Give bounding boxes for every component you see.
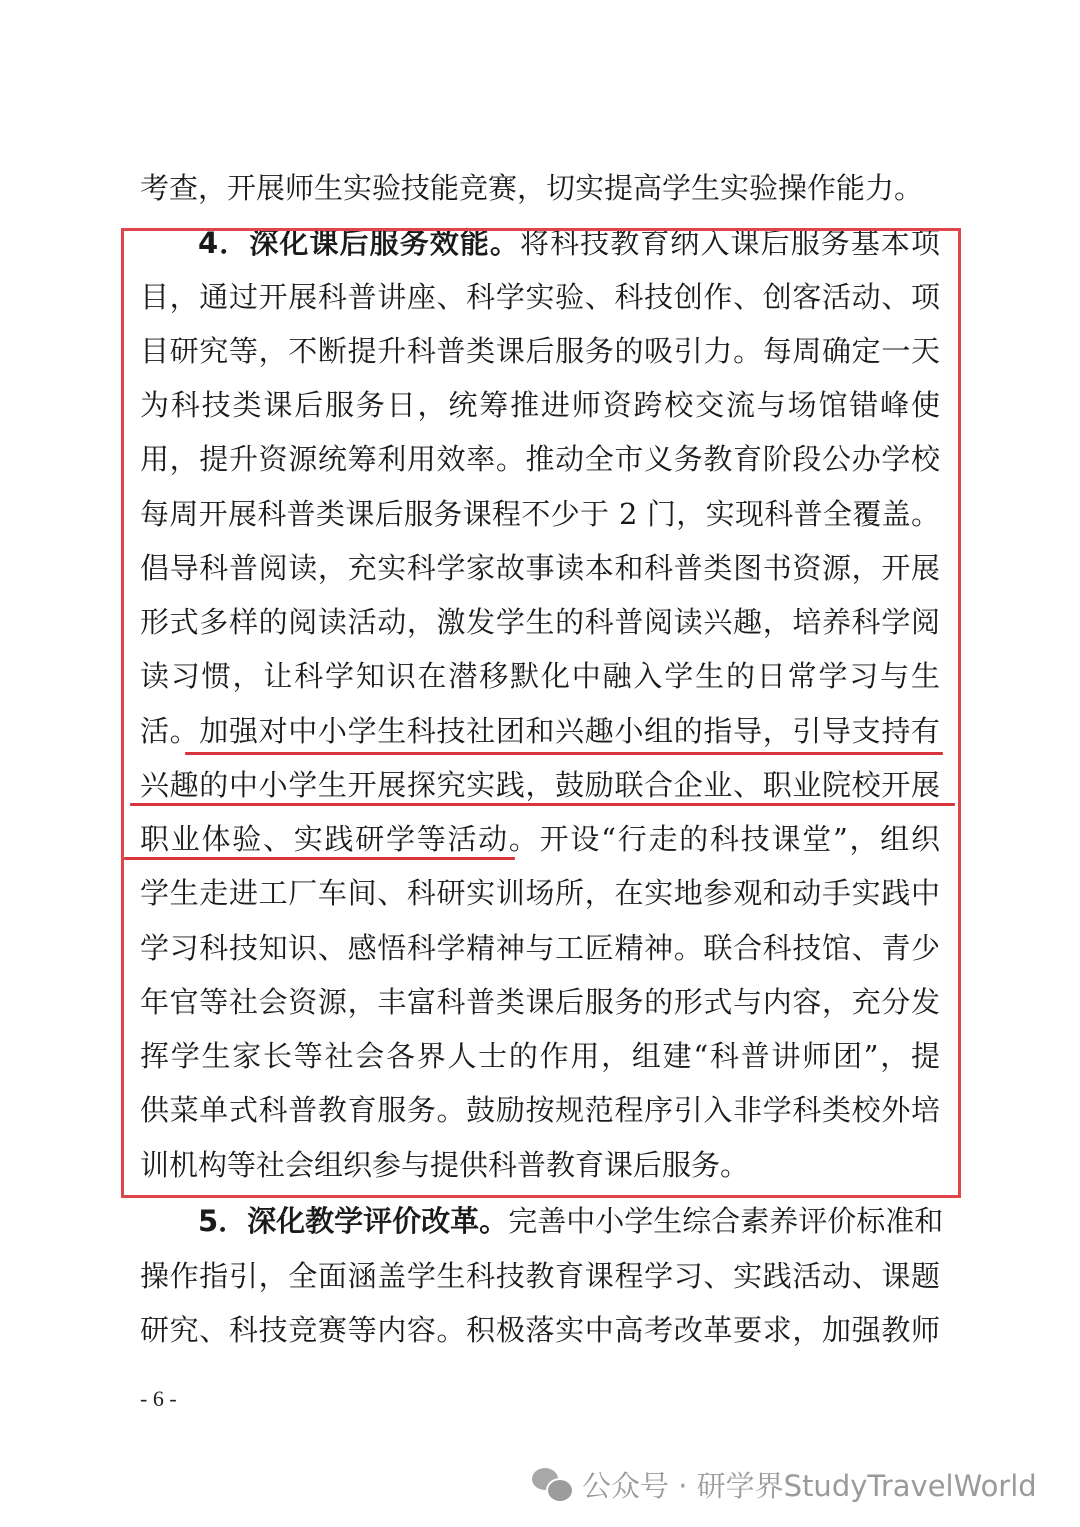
highlight-box — [121, 228, 961, 1198]
text-line: 学习科技知识、感悟科学精神与工匠精神。联合科技馆、青少 — [140, 931, 940, 965]
text-line: 用，提升资源统筹利用效率。推动全市义务教育阶段公办学校 — [140, 442, 940, 476]
text-line: 倡导科普阅读，充实科学家故事读本和科普类图书资源，开展 — [140, 551, 940, 585]
text-line: 目，通过开展科普讲座、科学实验、科技创作、创客活动、项 — [140, 280, 940, 314]
text-line: 兴趣的中小学生开展探究实践，鼓励联合企业、职业院校开展 — [140, 768, 940, 802]
text-line: 为科技类课后服务日，统筹推进师资跨校交流与场馆错峰使 — [140, 388, 940, 422]
watermark-text: 公众号 · 研学界StudyTravelWorld — [582, 1468, 1037, 1503]
section-4-heading: 4．深化课后服务效能。 — [198, 226, 521, 260]
watermark — [530, 1462, 1037, 1506]
page-number: - 6 - — [140, 1386, 177, 1411]
wechat-icon — [530, 1464, 574, 1504]
text-line: 供菜单式科普教育服务。鼓励按规范程序引入非学科类校外培 — [140, 1093, 940, 1127]
section-5-lead-text: 完善中小学生综合素养评价标准和 — [508, 1204, 944, 1238]
section-5-first-line — [140, 1201, 944, 1241]
section-4-lead-text: 将科技教育纳入课后服务基本项 — [520, 226, 940, 260]
text-line: 目研究等，不断提升科普类课后服务的吸引力。每周确定一天 — [140, 334, 940, 368]
text-line: 职业体验、实践研学等活动。开设“行走的科技课堂”，组织 — [140, 822, 940, 856]
underline-annotation — [124, 857, 515, 860]
text-line: 考查，开展师生实验技能竞赛，切实提高学生实验操作能力。 — [140, 171, 924, 205]
text-line: 挥学生家长等社会各界人士的作用，组建“科普讲师团”，提 — [140, 1039, 940, 1073]
section-5-heading: 5．深化教学评价改革。 — [198, 1204, 509, 1238]
text-line: 每周开展科普类课后服务课程不少于 2 门，实现科普全覆盖。 — [140, 497, 940, 531]
text-line: 形式多样的阅读活动，激发学生的科普阅读兴趣，培养科学阅 — [140, 605, 940, 639]
text-line: 读习惯，让科学知识在潜移默化中融入学生的日常学习与生 — [140, 659, 940, 693]
underline-annotation — [130, 803, 955, 806]
text-line: 年官等社会资源，丰富科普类课后服务的形式与内容，充分发 — [140, 985, 940, 1019]
text-line: 活。加强对中小学生科技社团和兴趣小组的指导，引导支持有 — [140, 714, 940, 748]
underline-annotation — [185, 752, 943, 755]
text-line: 研究、科技竞赛等内容。积极落实中高考改革要求，加强教师 — [140, 1313, 940, 1347]
text-line: 操作指引，全面涵盖学生科技教育课程学习、实践活动、课题 — [140, 1259, 940, 1293]
text-line: 学生走进工厂车间、科研实训场所，在实地参观和动手实践中 — [140, 876, 940, 910]
text-line: 训机构等社会组织参与提供科普教育课后服务。 — [140, 1148, 750, 1182]
